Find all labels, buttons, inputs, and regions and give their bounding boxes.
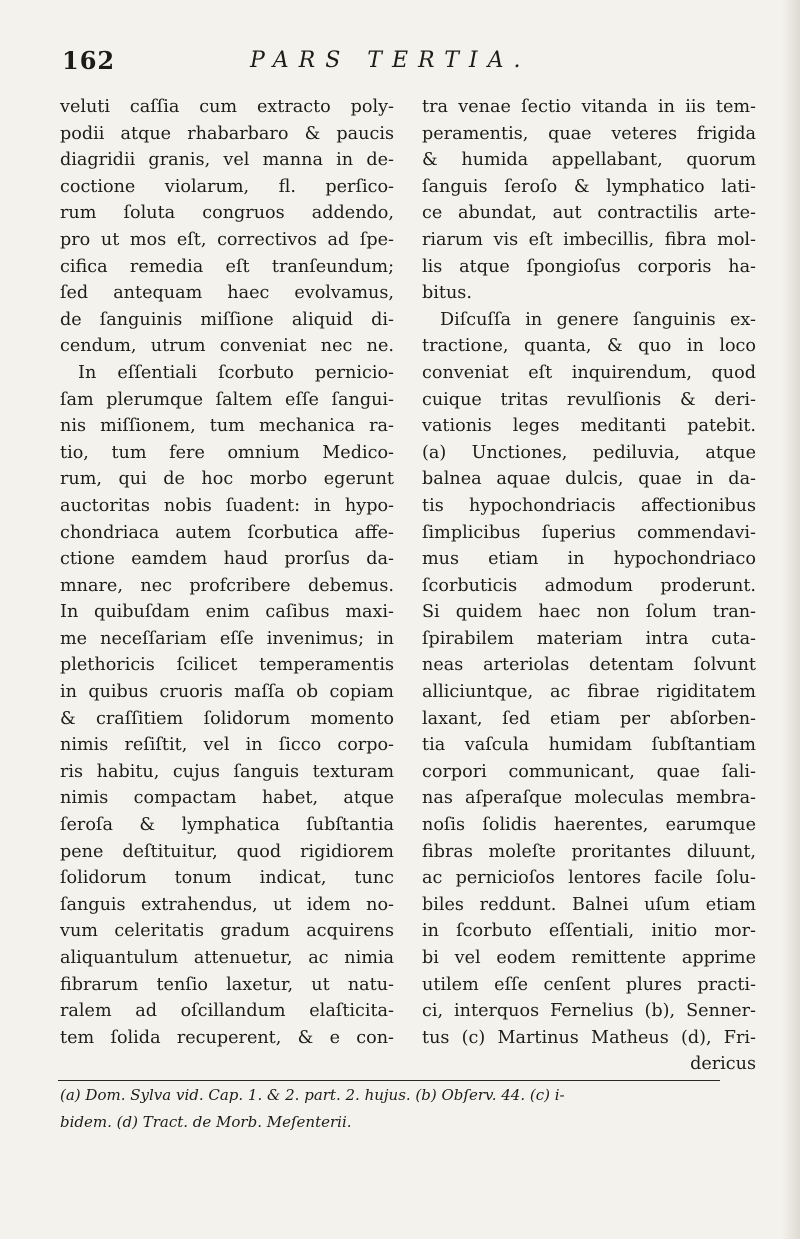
footnote-line: bidem. (d) Tract. de Morb. Meſenterii. [60, 1112, 352, 1131]
text-line: cifica remedia eſt tranſeundum; [60, 256, 394, 277]
text-line: ſanguis ſeroſo & lymphatico lati- [422, 176, 756, 197]
text-line: riarum vis eſt imbecillis, fibra mol- [422, 229, 756, 250]
text-line: de ſanguinis miſſione aliquid di- [60, 309, 394, 330]
text-line: mnare, nec profcribere debemus. [60, 575, 394, 596]
text-line: me neceſſariam eſſe invenimus; in [60, 628, 394, 649]
text-line: ac pernicioſos lentores facile ſolu- [422, 868, 756, 889]
text-line: fibras moleſte proritantes diluunt, [422, 841, 756, 862]
text-line: noſis ſolidis haerentes, earumque [422, 815, 756, 836]
page-edge-shadow [782, 0, 800, 1239]
text-line: in quibus cruoris maſſa ob copiam [60, 682, 394, 703]
text-line: tis hypochondriacis affectionibus [422, 495, 756, 516]
text-line: Diſcuſſa in genere ſanguinis ex- [440, 309, 756, 330]
left-text-column [60, 94, 394, 1051]
text-line: ris habitu, cujus ſanguis texturam [60, 761, 394, 782]
text-line: cendum, utrum conveniat nec ne. [60, 336, 394, 357]
text-line: coctione violarum, fl. perſico- [60, 176, 394, 197]
text-line: diagridii granis, vel manna in de- [60, 150, 394, 171]
text-line: In quibuſdam enim caſibus maxi- [60, 602, 394, 623]
text-line: chondriaca autem ſcorbutica affe- [60, 522, 394, 543]
text-line: tem ſolida recuperent, & e con- [60, 1027, 394, 1048]
text-line: cuique tritas revulſionis & deri- [422, 389, 756, 410]
text-line: ralem ad oſcillandum elaſticita- [60, 1001, 394, 1022]
text-line: neas arteriolas detentam ſolvunt [422, 655, 756, 676]
page-number: 162 [62, 46, 116, 75]
text-line: ſpirabilem materiam intra cuta- [422, 628, 756, 649]
text-line: ſimplicibus ſuperius commendavi- [422, 522, 756, 543]
text-line: corpori communicant, quae ſali- [422, 761, 756, 782]
text-line: mus etiam in hypochondriaco [422, 549, 756, 570]
text-line: nis miſſionem, tum mechanica ra- [60, 416, 394, 437]
text-line: tio, tum fere omnium Medico- [60, 442, 394, 463]
text-line: ſed antequam haec evolvamus, [60, 283, 394, 304]
text-line: bitus. [422, 283, 472, 304]
text-line: utilem eſſe cenſent plures practi- [422, 974, 756, 995]
text-line: tia vaſcula humidam ſubſtantiam [422, 735, 756, 756]
text-line: rum, qui de hoc morbo egerunt [60, 469, 394, 490]
text-line: balnea aquae dulcis, quae in da- [422, 469, 756, 490]
text-line: nimis reſiſtit, vel in ſicco corpo- [60, 735, 394, 756]
text-line: tractione, quanta, & quo in loco [422, 336, 756, 357]
footnote-rule [58, 1080, 720, 1081]
text-line: In eſſentiali ſcorbuto pernicio- [78, 362, 394, 383]
footnote-line: (a) Dom. Sylva vid. Cap. 1. & 2. part. 2. hujus. (b) Obſerv. 44. (c) i- [60, 1086, 565, 1104]
text-line: fibrarum tenſio laxetur, ut natu- [60, 974, 394, 995]
text-line: Si quidem haec non ſolum tran- [422, 602, 756, 623]
text-line: & humida appellabant, quorum [422, 150, 756, 171]
text-line: laxant, ſed etiam per abſorben- [422, 708, 756, 729]
text-line: tus (c) Martinus Matheus (d), Fri- [422, 1027, 756, 1048]
running-head: PARS TERTIA. [250, 48, 531, 73]
text-line: vum celeritatis gradum acquirens [60, 921, 394, 942]
text-line: ſolidorum tonum indicat, tunc [60, 868, 394, 889]
text-line: & craſſitiem ſolidorum momento [60, 708, 394, 729]
text-line: aliquantulum attenuetur, ac nimia [60, 948, 394, 968]
catchword: dericus [690, 1054, 756, 1075]
text-line: vationis leges meditanti patebit. [422, 416, 756, 437]
text-line: plethoricis ſcilicet temperamentis [60, 655, 394, 676]
footnotes [60, 1085, 730, 1138]
text-line: biles reddunt. Balnei uſum etiam [422, 894, 756, 915]
text-line: pro ut mos eſt, correctivos ad ſpe- [60, 229, 394, 250]
text-line: conveniat eſt inquirendum, quod [422, 362, 756, 383]
text-line: lis atque ſpongioſus corporis ha- [422, 256, 756, 277]
text-line: pene deſtituitur, quod rigidiorem [60, 841, 394, 862]
text-line: ce abundat, aut contractilis arte- [422, 203, 756, 224]
text-line: (a) Unctiones, pediluvia, atque [422, 442, 756, 463]
text-line: alliciuntque, ac fibrae rigiditatem [422, 682, 756, 703]
text-line: ſanguis extrahendus, ut idem no- [60, 894, 394, 915]
text-line: rum ſoluta congruos addendo, [60, 203, 394, 224]
text-line: auctoritas nobis ſuadent: in hypo- [60, 495, 394, 516]
text-line: ſcorbuticis admodum proderunt. [422, 575, 756, 596]
text-line: in ſcorbuto eſſentiali, initio mor- [422, 921, 756, 942]
page-header [62, 46, 662, 86]
text-line: nas aſperaſque moleculas membra- [422, 788, 756, 809]
text-line: podii atque rhabarbaro & paucis [60, 123, 394, 144]
text-line: ctione eamdem haud prorſus da- [60, 549, 394, 570]
text-line: ci, interquos Fernelius (b), Senner- [422, 1001, 756, 1022]
text-line: peramentis, quae veteres frigida [422, 123, 756, 144]
right-text-column [422, 94, 756, 1078]
text-line: tra venae ſectio vitanda in iis tem- [422, 97, 756, 117]
text-line: bi vel eodem remittente apprime [422, 948, 756, 968]
text-line: ſam plerumque ſaltem eſſe ſangui- [60, 389, 394, 410]
text-line: nimis compactam habet, atque [60, 788, 394, 809]
text-line: veluti caſſia cum extracto poly- [60, 97, 394, 117]
text-line: ſeroſa & lymphatica ſubſtantia [60, 815, 394, 836]
